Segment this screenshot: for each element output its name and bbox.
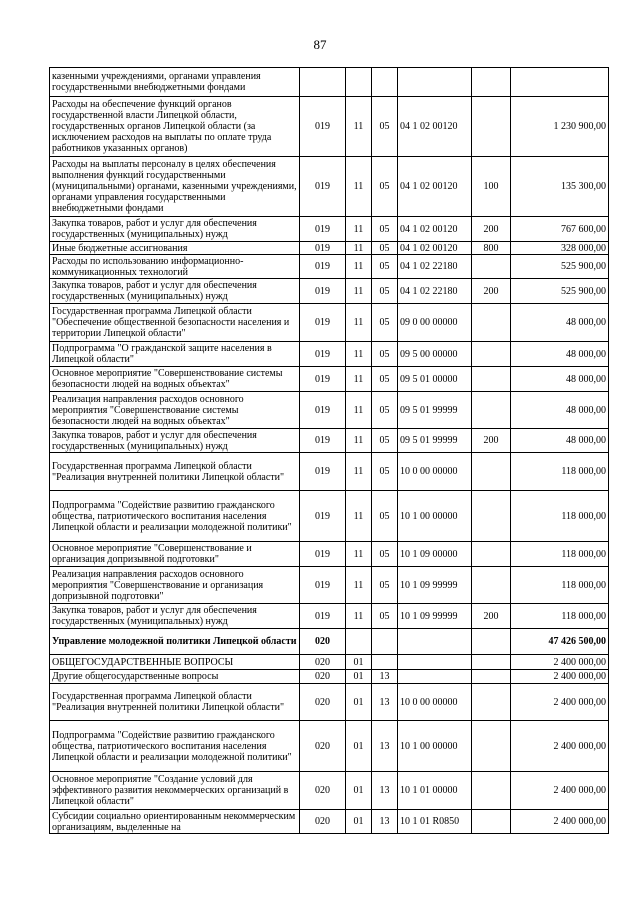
expense-type-code: 200 (472, 217, 511, 242)
table-row (50, 684, 609, 721)
subsection-code (372, 68, 398, 97)
subsection-code: 05 (372, 217, 398, 242)
table-row (50, 68, 609, 97)
row-description: казенными учреждениями, органами управления государственными внебюджетными фондами (50, 68, 300, 97)
expense-type-code (472, 542, 511, 567)
section-code: 11 (346, 304, 372, 342)
table-row (50, 342, 609, 367)
subsection-code: 05 (372, 157, 398, 217)
row-description: Реализация направления расходов основного мероприятия "Совершенствование системы безопасности людей на водных объектах" (50, 392, 300, 429)
target-article-code (398, 629, 472, 655)
expense-type-code (472, 684, 511, 721)
subsection-code: 05 (372, 97, 398, 157)
row-description: Подпрограмма "Содействие развитию гражданского общества, патриотического воспитания населения Липецкой области и реализации молодежной политики" (50, 491, 300, 542)
amount-value: 135 300,00 (511, 157, 609, 217)
subsection-code: 05 (372, 342, 398, 367)
row-description: Государственная программа Липецкой области "Обеспечение общественной безопасности населения и территории Липецкой области" (50, 304, 300, 342)
table-row (50, 491, 609, 542)
row-description: ОБЩЕГОСУДАРСТВЕННЫЕ ВОПРОСЫ (50, 655, 300, 670)
expense-type-code (472, 392, 511, 429)
expense-type-code (472, 491, 511, 542)
section-code: 11 (346, 342, 372, 367)
row-description: Другие общегосударственные вопросы (50, 670, 300, 684)
subsection-code: 05 (372, 279, 398, 304)
table-row (50, 392, 609, 429)
section-code: 01 (346, 684, 372, 721)
ministry-code: 020 (300, 655, 346, 670)
target-article-code: 10 0 00 00000 (398, 453, 472, 491)
row-description: Закупка товаров, работ и услуг для обеспечения государственных (муниципальных) нужд (50, 217, 300, 242)
ministry-code: 019 (300, 567, 346, 604)
ministry-code: 019 (300, 453, 346, 491)
expense-type-code (472, 304, 511, 342)
amount-value: 525 900,00 (511, 255, 609, 279)
row-description: Закупка товаров, работ и услуг для обеспечения государственных (муниципальных) нужд (50, 604, 300, 629)
amount-value: 2 400 000,00 (511, 721, 609, 772)
amount-value: 118 000,00 (511, 604, 609, 629)
table-row (50, 97, 609, 157)
subsection-code: 05 (372, 392, 398, 429)
amount-value: 118 000,00 (511, 542, 609, 567)
target-article-code: 04 1 02 00120 (398, 97, 472, 157)
subsection-code: 05 (372, 304, 398, 342)
amount-value: 525 900,00 (511, 279, 609, 304)
subsection-code: 05 (372, 242, 398, 255)
target-article-code (398, 655, 472, 670)
target-article-code: 04 1 02 00120 (398, 217, 472, 242)
target-article-code: 09 0 00 00000 (398, 304, 472, 342)
table-row (50, 604, 609, 629)
table-row (50, 542, 609, 567)
target-article-code: 10 1 09 99999 (398, 567, 472, 604)
target-article-code: 09 5 01 00000 (398, 367, 472, 392)
expense-type-code (472, 772, 511, 810)
subsection-code (372, 655, 398, 670)
subsection-code: 13 (372, 670, 398, 684)
expense-type-code (472, 68, 511, 97)
expense-type-code (472, 670, 511, 684)
page-number: 87 (313, 37, 327, 52)
ministry-code: 019 (300, 97, 346, 157)
subsection-code: 05 (372, 491, 398, 542)
row-description: Основное мероприятие "Совершенствование системы безопасности людей на водных объектах" (50, 367, 300, 392)
ministry-code: 020 (300, 670, 346, 684)
ministry-code: 019 (300, 429, 346, 453)
ministry-code: 020 (300, 721, 346, 772)
ministry-code: 019 (300, 491, 346, 542)
amount-value: 118 000,00 (511, 567, 609, 604)
expense-type-code (472, 97, 511, 157)
subsection-code: 13 (372, 772, 398, 810)
row-description: Расходы на выплаты персоналу в целях обеспечения выполнения функций государственными (муниципальными) органами, казенными учреждениями, органами управления государственными внебюджетными фондами (50, 157, 300, 217)
section-code: 11 (346, 453, 372, 491)
ministry-code (300, 68, 346, 97)
ministry-code: 019 (300, 342, 346, 367)
amount-value: 48 000,00 (511, 304, 609, 342)
section-code: 11 (346, 217, 372, 242)
row-description: Управление молодежной политики Липецкой области (50, 629, 300, 655)
target-article-code: 04 1 02 00120 (398, 157, 472, 217)
subsection-code: 05 (372, 542, 398, 567)
section-code: 01 (346, 670, 372, 684)
target-article-code: 04 1 02 22180 (398, 279, 472, 304)
ministry-code: 019 (300, 157, 346, 217)
ministry-code: 020 (300, 810, 346, 834)
target-article-code: 04 1 02 00120 (398, 242, 472, 255)
section-code: 11 (346, 255, 372, 279)
section-code: 01 (346, 721, 372, 772)
section-code: 11 (346, 491, 372, 542)
expense-type-code (472, 655, 511, 670)
ministry-code: 019 (300, 255, 346, 279)
amount-value: 1 230 900,00 (511, 97, 609, 157)
row-description: Иные бюджетные ассигнования (50, 242, 300, 255)
expense-type-code (472, 367, 511, 392)
expense-type-code (472, 629, 511, 655)
table-row (50, 721, 609, 772)
table-row (50, 279, 609, 304)
ministry-code: 019 (300, 217, 346, 242)
row-description: Государственная программа Липецкой области "Реализация внутренней политики Липецкой области" (50, 684, 300, 721)
expense-type-code: 200 (472, 604, 511, 629)
ministry-code: 019 (300, 367, 346, 392)
section-code: 11 (346, 542, 372, 567)
row-description: Закупка товаров, работ и услуг для обеспечения государственных (муниципальных) нужд (50, 429, 300, 453)
amount-value: 2 400 000,00 (511, 684, 609, 721)
expense-type-code (472, 342, 511, 367)
target-article-code: 10 1 00 00000 (398, 721, 472, 772)
ministry-code: 020 (300, 772, 346, 810)
target-article-code: 10 0 00 00000 (398, 684, 472, 721)
table-row (50, 255, 609, 279)
subsection-code: 05 (372, 255, 398, 279)
section-code (346, 68, 372, 97)
amount-value: 48 000,00 (511, 342, 609, 367)
section-code: 11 (346, 567, 372, 604)
expense-type-code: 200 (472, 279, 511, 304)
row-description: Расходы на обеспечение функций органов государственной власти Липецкой области, государственных органов Липецкой области (за исключением расходов на выплаты по оплате труда работников указанных органов) (50, 97, 300, 157)
section-code: 01 (346, 772, 372, 810)
subsection-code: 05 (372, 604, 398, 629)
ministry-code: 020 (300, 684, 346, 721)
subsection-code: 13 (372, 810, 398, 834)
section-code: 11 (346, 279, 372, 304)
target-article-code: 10 1 09 99999 (398, 604, 472, 629)
row-description: Расходы по использованию информационно-коммуникационных технологий (50, 255, 300, 279)
section-code: 11 (346, 157, 372, 217)
amount-value: 48 000,00 (511, 429, 609, 453)
ministry-code: 019 (300, 604, 346, 629)
section-code: 11 (346, 367, 372, 392)
table-row (50, 242, 609, 255)
section-code (346, 629, 372, 655)
row-description: Основное мероприятие "Совершенствование и организация допризывной подготовки" (50, 542, 300, 567)
amount-value: 48 000,00 (511, 392, 609, 429)
target-article-code: 10 1 01 00000 (398, 772, 472, 810)
target-article-code: 04 1 02 22180 (398, 255, 472, 279)
amount-value (511, 68, 609, 97)
expense-type-code: 800 (472, 242, 511, 255)
table-row (50, 453, 609, 491)
subsection-code: 05 (372, 429, 398, 453)
amount-value: 2 400 000,00 (511, 772, 609, 810)
table-row (50, 429, 609, 453)
section-code: 01 (346, 655, 372, 670)
amount-value: 118 000,00 (511, 491, 609, 542)
ministry-code: 019 (300, 392, 346, 429)
amount-value: 2 400 000,00 (511, 670, 609, 684)
target-article-code: 10 1 09 00000 (398, 542, 472, 567)
amount-value: 328 000,00 (511, 242, 609, 255)
amount-value: 767 600,00 (511, 217, 609, 242)
table-row (50, 157, 609, 217)
target-article-code: 09 5 00 00000 (398, 342, 472, 367)
amount-value: 118 000,00 (511, 453, 609, 491)
ministry-code: 019 (300, 279, 346, 304)
section-code: 11 (346, 392, 372, 429)
amount-value: 2 400 000,00 (511, 810, 609, 834)
subsection-code: 05 (372, 567, 398, 604)
section-code: 11 (346, 97, 372, 157)
target-article-code (398, 670, 472, 684)
table-row (50, 567, 609, 604)
expense-type-code: 200 (472, 429, 511, 453)
target-article-code (398, 68, 472, 97)
expense-type-code (472, 810, 511, 834)
target-article-code: 09 5 01 99999 (398, 429, 472, 453)
table-row (50, 670, 609, 684)
target-article-code: 09 5 01 99999 (398, 392, 472, 429)
section-code: 11 (346, 429, 372, 453)
subsection-code: 13 (372, 721, 398, 772)
subsection-code: 13 (372, 684, 398, 721)
expense-type-code (472, 567, 511, 604)
expense-type-code (472, 721, 511, 772)
target-article-code: 10 1 00 00000 (398, 491, 472, 542)
budget-table (49, 67, 609, 834)
table-row (50, 304, 609, 342)
table-row (50, 629, 609, 655)
table-row (50, 217, 609, 242)
row-description: Закупка товаров, работ и услуг для обеспечения государственных (муниципальных) нужд (50, 279, 300, 304)
section-code: 01 (346, 810, 372, 834)
ministry-code: 020 (300, 629, 346, 655)
row-description: Реализация направления расходов основного мероприятия "Совершенствование и организация допризывной подготовки" (50, 567, 300, 604)
amount-value: 2 400 000,00 (511, 655, 609, 670)
table-row (50, 772, 609, 810)
section-code: 11 (346, 242, 372, 255)
row-description: Субсидии социально ориентированным некоммерческим организациям, выделенные на (50, 810, 300, 834)
expense-type-code (472, 453, 511, 491)
subsection-code (372, 629, 398, 655)
amount-value: 48 000,00 (511, 367, 609, 392)
row-description: Государственная программа Липецкой области "Реализация внутренней политики Липецкой области" (50, 453, 300, 491)
row-description: Основное мероприятие "Создание условий для эффективного развития некоммерческих организаций в Липецкой области" (50, 772, 300, 810)
target-article-code: 10 1 01 R0850 (398, 810, 472, 834)
subsection-code: 05 (372, 453, 398, 491)
row-description: Подпрограмма "О гражданской защите населения в Липецкой области" (50, 342, 300, 367)
section-code: 11 (346, 604, 372, 629)
table-row (50, 810, 609, 834)
expense-type-code: 100 (472, 157, 511, 217)
table-row (50, 367, 609, 392)
subsection-code: 05 (372, 367, 398, 392)
table-row (50, 655, 609, 670)
ministry-code: 019 (300, 242, 346, 255)
ministry-code: 019 (300, 304, 346, 342)
amount-value: 47 426 500,00 (511, 629, 609, 655)
ministry-code: 019 (300, 542, 346, 567)
expense-type-code (472, 255, 511, 279)
row-description: Подпрограмма "Содействие развитию гражданского общества, патриотического воспитания населения Липецкой области и реализации молодежной политики" (50, 721, 300, 772)
